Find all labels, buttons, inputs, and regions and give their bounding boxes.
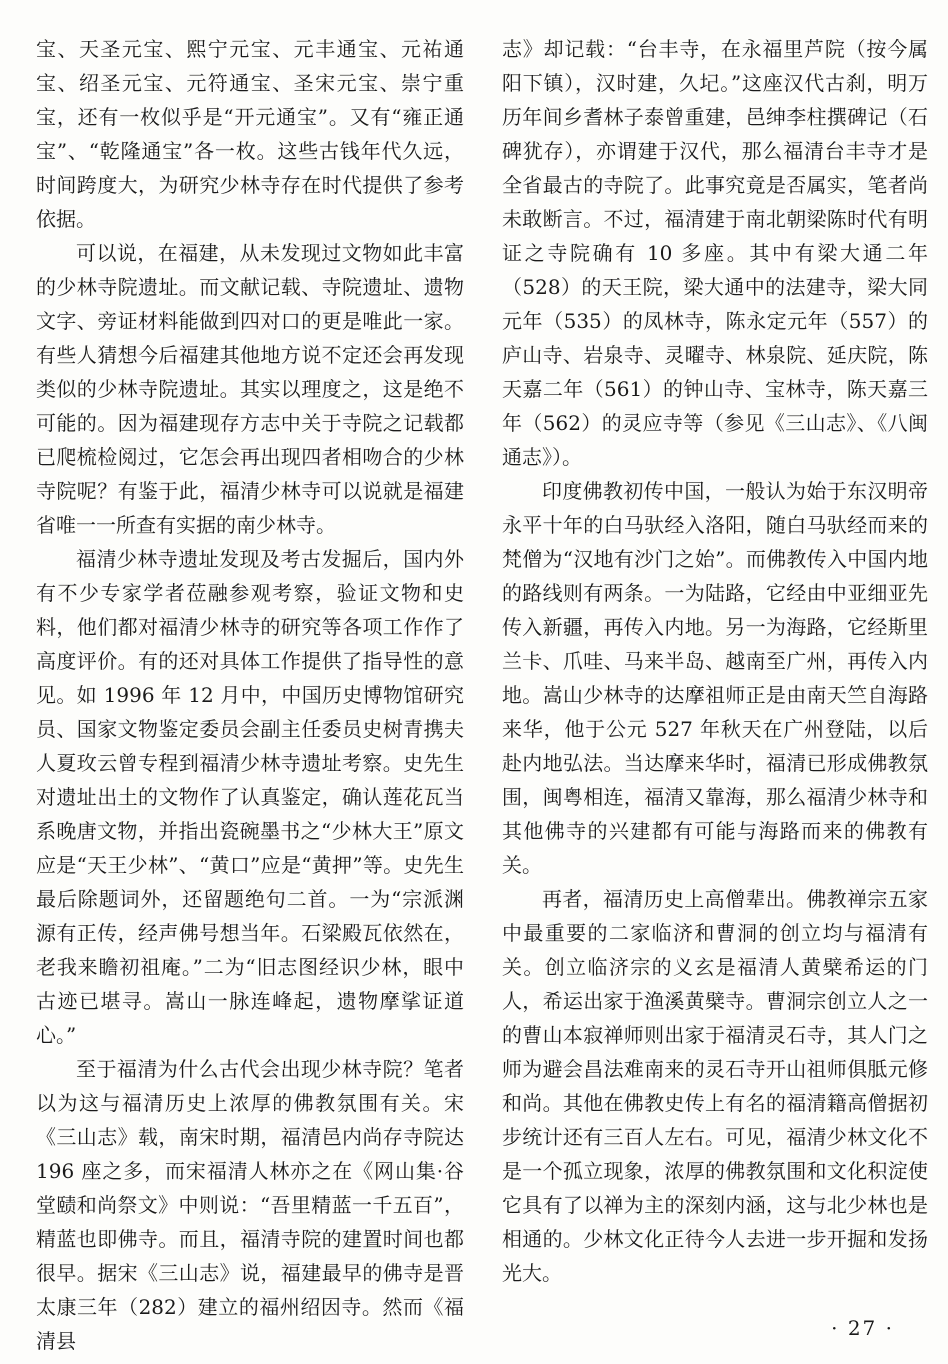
paragraph: 可以说，在福建，从未发现过文物如此丰富的少林寺院遗址。而文献记载、寺院遗址、遗物文字、旁证材料能做到四对口的更是唯此一家。有些人猜想今后福建其他地方说不定还会再发现类似的少林寺院遗址。其实以理度之，这是绝不可能的。因为福建现存方志中关于寺院之记载都已爬梳检阅过，它怎会再出现四者相吻合的少林寺院呢？有鉴于此，福清少林寺可以说就是福建省唯一一所查有实据的南少林寺。: [36, 241, 464, 537]
paragraph: 印度佛教初传中国，一般认为始于东汉明帝永平十年的白马驮经入洛阳，随白马驮经而来的梵僧为“汉地有沙门之始”。而佛教传入中国内地的路线则有两条。一为陆路，它经由中亚细亚先传入新疆，再传入内地。另一为海路，它经斯里兰卡、爪哇、马来半岛、越南至广州，再传入内地。嵩山少林寺的达摩祖师正是由南天竺自海路来华，他于公元 527 年秋天在广州登陆，以后赴内地弘法。当达摩来华时，福清已形成佛教氛围，闽粤相连，福清又靠海，那么福清少林寺和其他佛寺的兴建都有可能与海路而来的佛教有关。: [502, 479, 928, 877]
paragraph: 至于福清为什么古代会出现少林寺院？笔者以为这与福清历史上浓厚的佛教氛围有关。宋《三山志》载，南宋时期，福清邑内尚存寺院达 196 座之多，而宋福清人林亦之在《网山集·谷堂赜和尚祭文》中则说：“吾里精蓝一千五百”，精蓝也即佛寺。而且，福清寺院的建置时间也都很早。据宋《三山志》说，福建最早的佛寺是晋太康三年（282）建立的福州绍因寺。然而《福清县: [36, 1057, 464, 1353]
paragraph: 福清少林寺遗址发现及考古发掘后，国内外有不少专家学者莅融参观考察，验证文物和史料，他们都对福清少林寺的研究等各项工作作了高度评价。有的还对具体工作提供了指导性的意见。如 1996 年 12 月中，中国历史博物馆研究员、国家文物鉴定委员会副主任委员史树青携夫人夏玫云曾专程到福清少林寺遗址考察。史先生对遗址出土的文物作了认真鉴定，确认莲花瓦当系晚唐文物，并指出瓷碗墨书之“少林大王”原文应是“天王少林”、“黄口”应是“黄押”等。史先生最后除题词外，还留题绝句二首。一为“宗派渊源有正传，经声佛号想当年。石梁殿瓦依然在，老我来瞻初祖庵。”二为“旧志图经识少林，眼中古迹已堪寻。嵩山一脉连峰起，遗物摩挲证道心。”: [36, 547, 464, 1047]
paragraph: 再者，福清历史上高僧辈出。佛教禅宗五家中最重要的二家临济和曹洞的创立均与福清有关。创立临济宗的义玄是福清人黄檗希运的门人，希运出家于渔溪黄檗寺。曹洞宗创立人之一的曹山本寂禅师则出家于福清灵石寺，其人门之师为避会昌法难南来的灵石寺开山祖师俱胝元修和尚。其他在佛教史传上有名的福清籍高僧据初步统计还有三百人左右。可见，福清少林文化不是一个孤立现象，浓厚的佛教氛围和文化积淀使它具有了以禅为主的深刻内涵，这与北少林也是相通的。少林文化正待今人去进一步开掘和发扬光大。: [502, 887, 928, 1285]
page-number: · 27 ·: [831, 1316, 894, 1340]
paragraph: 宝、天圣元宝、熙宁元宝、元丰通宝、元祐通宝、绍圣元宝、元符通宝、圣宋元宝、崇宁重宝，还有一枚似乎是“开元通宝”。又有“雍正通宝”、“乾隆通宝”各一枚。这些古钱年代久远，时间跨度大，为研究少林寺存在时代提供了参考依据。: [36, 37, 464, 231]
right-column: [502, 32, 928, 1290]
left-column: [36, 32, 464, 1358]
paragraph: 志》却记载：“台丰寺，在永福里芦院（按今属阳下镇），汉时建，久圮。”这座汉代古刹，明万历年间乡耆林子泰曾重建，邑绅李柱撰碑记（石碑犹存），亦谓建于汉代，那么福清台丰寺才是全省最古的寺院了。此事究竟是否属实，笔者尚未敢断言。不过，福清建于南北朝梁陈时代有明证之寺院确有 10 多座。其中有梁大通二年（528）的天王院，梁大通中的法建寺，梁大同元年（535）的凤林寺，陈永定元年（557）的庐山寺、岩泉寺、灵曜寺、林泉院、延庆院，陈天嘉二年（561）的钟山寺、宝林寺，陈天嘉三年（562）的灵应寺等（参见《三山志》、《八闽通志》）。: [502, 37, 928, 469]
